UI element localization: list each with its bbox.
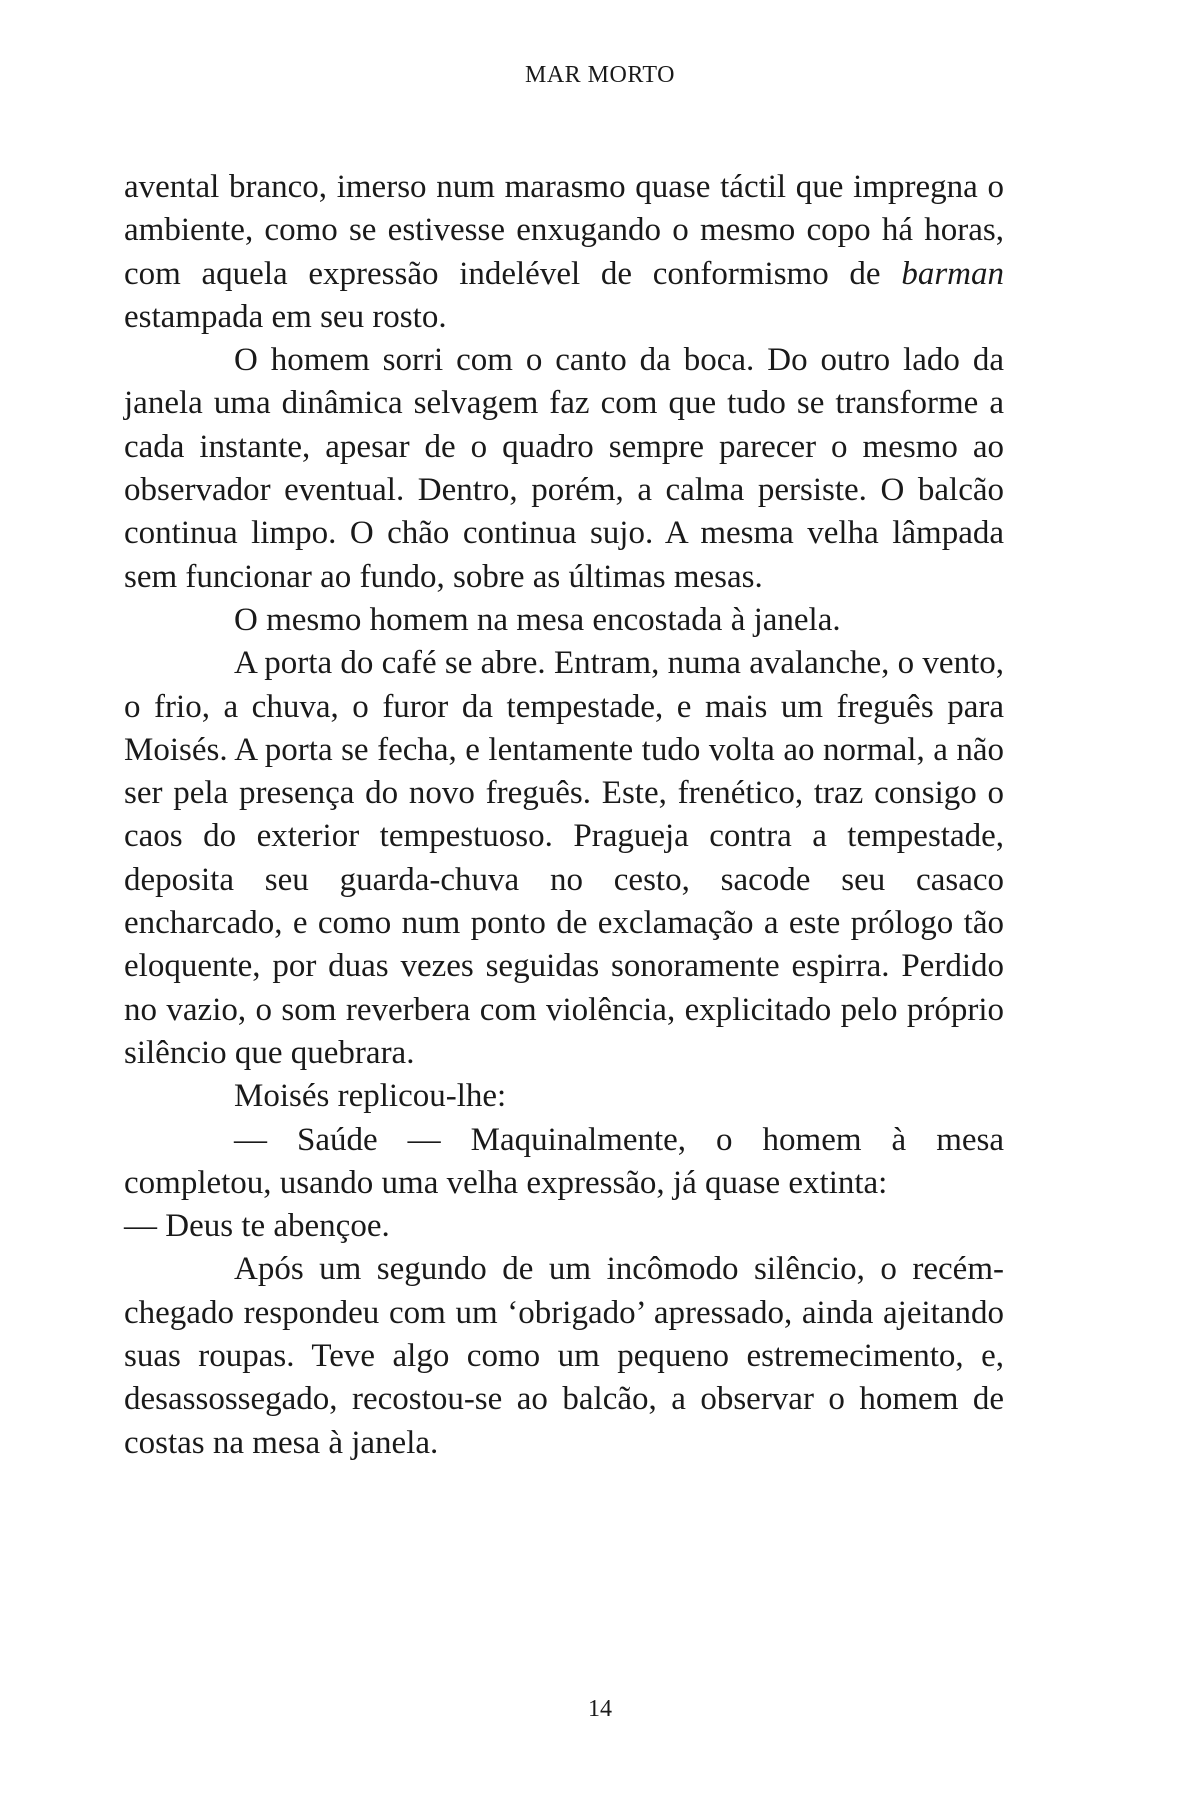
paragraph-text: avental branco, imerso num marasmo quase táctil que impregna o ambiente, como se estivesse enxugando o mesmo copo há horas, com aquela expressão indelével de conformismo de xyxy=(124,169,1004,292)
running-header: MAR MORTO xyxy=(525,62,675,88)
body-text xyxy=(124,166,1004,1465)
paragraph: Moisés replicou-lhe: xyxy=(234,1078,507,1115)
dialogue-paragraph: — Deus te abençoe. xyxy=(124,1208,390,1245)
paragraph: O homem sorri com o canto da boca. Do outro lado da janela uma dinâmica selvagem faz com que tudo se transforme a cada instante, apesar de o quadro sempre parecer o mesmo ao observador eventual. Dentro, porém, a calma persiste. O balcão continua limpo. O chão continua sujo. A mesma velha lâmpada sem funcionar ao fundo, sobre as últimas mesas. xyxy=(124,342,1004,595)
paragraph: A porta do café se abre. Entram, numa avalanche, o vento, o frio, a chuva, o furor da tempestade, e mais um freguês para Moisés. A porta se fecha, e lentamente tudo volta ao normal, a não ser pela presença do novo freguês. Este, frenético, traz consigo o caos do exterior tempestuoso. Pragueja contra a tempestade, deposita seu guarda-chuva no cesto, sacode seu casaco encharcado, e como num ponto de exclamação a este prólogo tão eloquente, por duas vezes seguidas sonoramente espirra. Perdido no vazio, o som reverbera com violência, explicitado pelo próprio silêncio que quebrara. xyxy=(124,645,1004,1071)
italic-term: barman xyxy=(901,255,1004,292)
page-number: 14 xyxy=(588,1696,612,1722)
paragraph: O mesmo homem na mesa encostada à janela. xyxy=(234,601,841,638)
paragraph-text: estampada em seu rosto. xyxy=(124,298,447,335)
dialogue-paragraph: — Saúde — Maquinalmente, o homem à mesa completou, usando uma velha expressão, já quase extinta: xyxy=(124,1121,1004,1201)
paragraph: Após um segundo de um incômodo silêncio, o recém-chegado respondeu com um ‘obrigado’ apressado, ainda ajeitando suas roupas. Teve algo como um pequeno estremecimento, e, desassossegado, recostou-se ao balcão, a observar o homem de costas na mesa à janela. xyxy=(124,1251,1004,1461)
paragraph-continued xyxy=(124,166,1004,339)
